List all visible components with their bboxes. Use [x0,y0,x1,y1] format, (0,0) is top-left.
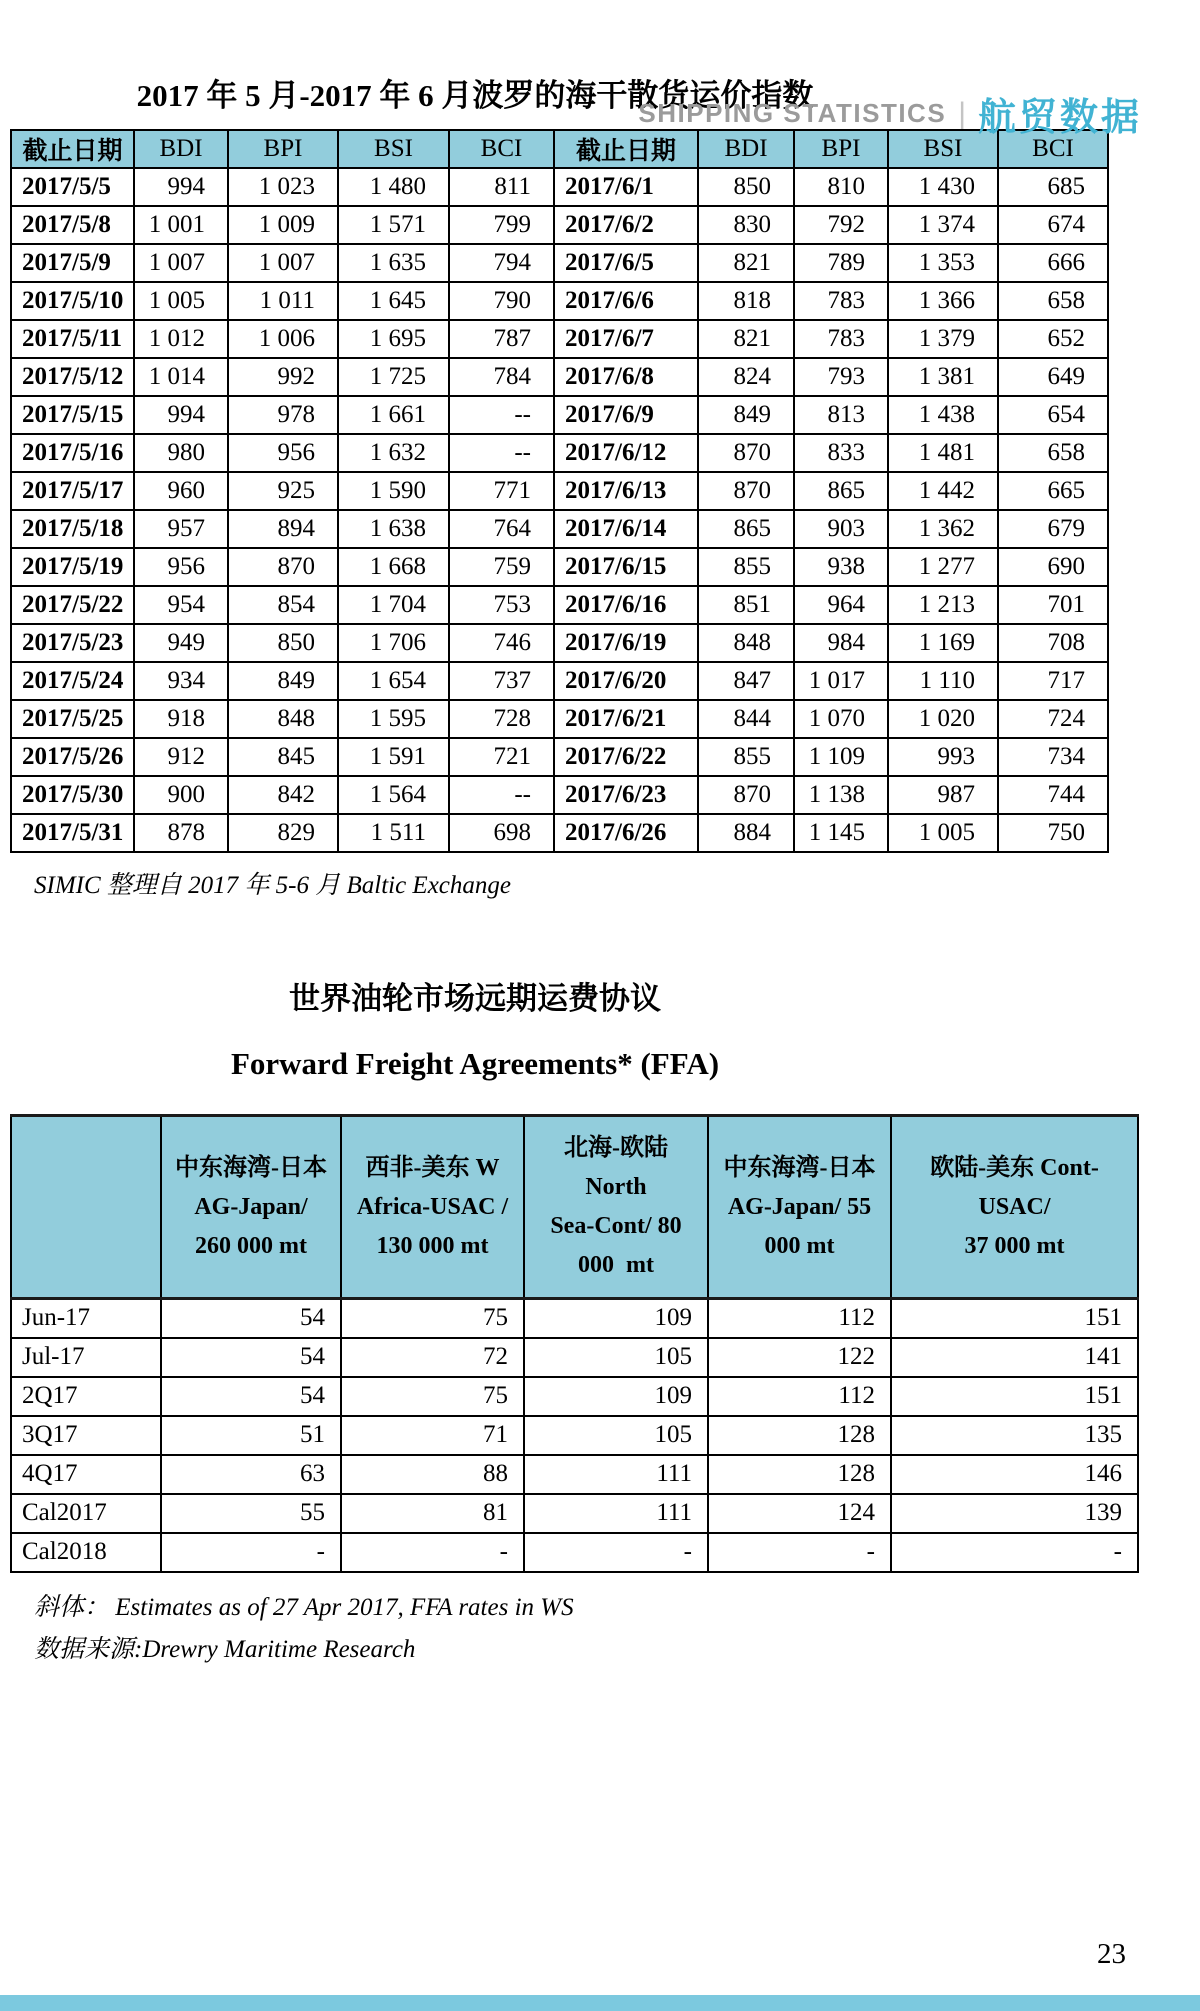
index-value-cell: 690 [998,548,1108,586]
ffa-rate-cell: 135 [891,1416,1138,1455]
date-cell: 2017/5/26 [11,738,134,776]
bdi-column-header: BSI [338,130,449,168]
index-value-cell: 658 [998,282,1108,320]
index-value-cell: 792 [794,206,888,244]
index-value-cell: 1 109 [794,738,888,776]
index-value-cell: 1 379 [888,320,998,358]
index-value-cell: 1 070 [794,700,888,738]
ffa-table-header-row [11,1116,1138,1299]
bdi-table-row [11,586,1108,624]
index-value-cell: 1 017 [794,662,888,700]
index-value-cell: 789 [794,244,888,282]
date-cell: 2017/6/21 [554,700,698,738]
bdi-table-row [11,510,1108,548]
index-value-cell: 980 [134,434,228,472]
index-value-cell: 1 481 [888,434,998,472]
ffa-table-body [11,1299,1138,1572]
index-value-cell: 1 638 [338,510,449,548]
ffa-rate-cell: 111 [524,1494,708,1533]
date-cell: 2017/5/8 [11,206,134,244]
ffa-route-column-header [891,1116,1138,1299]
bdi-table-row [11,206,1108,244]
bdi-column-header: 截止日期 [554,130,698,168]
ffa-route-header-line: 37 000 mt [964,1232,1065,1259]
index-value-cell: 994 [134,168,228,206]
index-value-cell: 1 632 [338,434,449,472]
date-cell: 2017/6/16 [554,586,698,624]
index-value-cell: 894 [228,510,338,548]
ffa-rate-cell: 109 [524,1377,708,1416]
date-cell: 2017/6/1 [554,168,698,206]
index-value-cell: 794 [449,244,554,282]
running-header-separator: | [958,96,966,130]
index-value-cell: 956 [134,548,228,586]
index-value-cell: 1 695 [338,320,449,358]
index-value-cell: 1 438 [888,396,998,434]
index-value-cell: 818 [698,282,794,320]
date-cell: 2017/6/8 [554,358,698,396]
bdi-table-row [11,434,1108,472]
ffa-route-header-line: 中东海湾-日本 [175,1154,327,1181]
period-cell: Cal2017 [11,1494,161,1533]
index-value-cell: 984 [794,624,888,662]
bdi-column-header: BDI [134,130,228,168]
bdi-table-row [11,168,1108,206]
index-value-cell: 1 353 [888,244,998,282]
index-value-cell: 734 [998,738,1108,776]
index-value-cell: 1 595 [338,700,449,738]
date-cell: 2017/5/16 [11,434,134,472]
ffa-route-column-header [161,1116,341,1299]
period-cell: Jul-17 [11,1338,161,1377]
ffa-rate-cell: 151 [891,1299,1138,1338]
index-value-cell: 799 [449,206,554,244]
period-cell: 2Q17 [11,1377,161,1416]
index-value-cell: 918 [134,700,228,738]
index-value-cell: 1 661 [338,396,449,434]
date-cell: 2017/5/17 [11,472,134,510]
index-value-cell: 850 [698,168,794,206]
date-cell: 2017/6/22 [554,738,698,776]
date-cell: 2017/5/18 [11,510,134,548]
index-value-cell: 848 [228,700,338,738]
index-value-cell: 1 009 [228,206,338,244]
index-value-cell: 1 635 [338,244,449,282]
index-value-cell: 750 [998,814,1108,852]
ffa-route-header-line: AG-Japan/ [194,1193,308,1220]
ffa-route-header-line: AG-Japan/ 55 [727,1193,872,1220]
index-value-cell: 956 [228,434,338,472]
index-value-cell: 783 [794,282,888,320]
date-cell: 2017/5/19 [11,548,134,586]
index-value-cell: 855 [698,548,794,586]
date-cell: 2017/6/23 [554,776,698,814]
index-value-cell: 1 138 [794,776,888,814]
index-value-cell: 813 [794,396,888,434]
ffa-rate-cell: 139 [891,1494,1138,1533]
bdi-table-row [11,700,1108,738]
date-cell: 2017/6/26 [554,814,698,852]
ffa-route-header-line: 260 000 mt [195,1232,307,1259]
ffa-route-column-header [341,1116,524,1299]
bdi-table-body [11,168,1108,852]
index-value-cell: 1 591 [338,738,449,776]
date-cell: 2017/6/9 [554,396,698,434]
ffa-route-header-line: Africa-USAC / [356,1193,509,1220]
date-cell: 2017/6/2 [554,206,698,244]
ffa-rate-cell: 51 [161,1416,341,1455]
ffa-rate-cell: 81 [341,1494,524,1533]
index-value-cell: 1 001 [134,206,228,244]
index-value-cell: 759 [449,548,554,586]
ffa-rate-cell: 128 [708,1455,891,1494]
index-value-cell: 649 [998,358,1108,396]
ffa-rate-cell: 124 [708,1494,891,1533]
ffa-rate-cell: 151 [891,1377,1138,1416]
index-value-cell: 1 011 [228,282,338,320]
bdi-column-header: 截止日期 [11,130,134,168]
ffa-rate-cell: 72 [341,1338,524,1377]
ffa-route-column-header [708,1116,891,1299]
index-value-cell: 934 [134,662,228,700]
date-cell: 2017/5/11 [11,320,134,358]
ffa-table-row [11,1377,1138,1416]
index-value-cell: 790 [449,282,554,320]
bdi-source-note: SIMIC 整理自 2017 年 5-6 月 Baltic Exchange [34,872,511,899]
index-value-cell: 1 169 [888,624,998,662]
running-header-brand-chinese: 航贸数据 [977,97,1142,139]
ffa-rate-cell: 105 [524,1338,708,1377]
index-value-cell: 746 [449,624,554,662]
index-value-cell: 1 362 [888,510,998,548]
index-value-cell: 679 [998,510,1108,548]
index-value-cell: 849 [698,396,794,434]
document-page [0,70,1200,2011]
ffa-rate-cell: 71 [341,1416,524,1455]
index-value-cell: 685 [998,168,1108,206]
date-cell: 2017/6/6 [554,282,698,320]
page-number: 23 [1097,1938,1126,1970]
index-value-cell: 954 [134,586,228,624]
index-value-cell: 1 511 [338,814,449,852]
index-value-cell: 724 [998,700,1108,738]
running-header [638,86,1142,141]
index-value-cell: 717 [998,662,1108,700]
date-cell: 2017/5/22 [11,586,134,624]
index-value-cell: 666 [998,244,1108,282]
index-value-cell: 993 [888,738,998,776]
index-value-cell: 665 [998,472,1108,510]
index-value-cell: 1 564 [338,776,449,814]
index-value-cell: 811 [449,168,554,206]
index-value-cell: 847 [698,662,794,700]
ffa-route-header-line: 北海-欧陆 [564,1135,668,1161]
ffa-rate-cell: 54 [161,1338,341,1377]
ffa-table-row [11,1299,1138,1338]
index-value-cell: 1 366 [888,282,998,320]
bdi-table-row [11,624,1108,662]
bdi-column-header: BPI [228,130,338,168]
index-value-cell: 1 023 [228,168,338,206]
index-value-cell: 938 [794,548,888,586]
footer-color-bar [0,1995,1200,2011]
period-cell: Cal2018 [11,1533,161,1572]
ffa-route-header-line: Sea-Cont/ 80 [550,1213,682,1239]
index-value-cell: 987 [888,776,998,814]
ffa-route-header-line: North [585,1174,647,1200]
index-value-cell: 960 [134,472,228,510]
ffa-rate-cell: 75 [341,1377,524,1416]
bdi-table-row [11,814,1108,852]
index-value-cell: -- [449,396,554,434]
ffa-rate-cell: 128 [708,1416,891,1455]
ffa-table-row [11,1416,1138,1455]
date-cell: 2017/5/12 [11,358,134,396]
index-value-cell: 830 [698,206,794,244]
ffa-section [0,973,950,1082]
ffa-footnote-source: 数据来源:Drewry Maritime Research [34,1635,416,1663]
date-cell: 2017/6/7 [554,320,698,358]
ffa-table-row [11,1455,1138,1494]
index-value-cell: 878 [134,814,228,852]
bdi-column-header: BCI [449,130,554,168]
index-value-cell: 1 374 [888,206,998,244]
index-value-cell: 783 [794,320,888,358]
index-value-cell: 708 [998,624,1108,662]
ffa-route-header-line: 000 mt [578,1252,654,1278]
index-value-cell: 1 725 [338,358,449,396]
date-cell: 2017/5/15 [11,396,134,434]
ffa-route-header-line: 000 mt [764,1232,835,1259]
index-value-cell: 957 [134,510,228,548]
index-value-cell: 658 [998,434,1108,472]
index-value-cell: 1 014 [134,358,228,396]
index-value-cell: 1 020 [888,700,998,738]
ffa-footnotes [34,1587,1200,1671]
index-value-cell: 824 [698,358,794,396]
index-value-cell: 994 [134,396,228,434]
index-value-cell: 701 [998,586,1108,624]
running-header-english-label: SHIPPING STATISTICS [638,98,947,128]
index-value-cell: 842 [228,776,338,814]
index-value-cell: 787 [449,320,554,358]
index-value-cell: 753 [449,586,554,624]
index-value-cell: 744 [998,776,1108,814]
ffa-rate-cell: 105 [524,1416,708,1455]
index-value-cell: 1 213 [888,586,998,624]
ffa-title-english: Forward Freight Agreements* (FFA) [230,1046,720,1081]
ffa-rate-cell: 141 [891,1338,1138,1377]
bdi-table-row [11,282,1108,320]
index-value-cell: -- [449,434,554,472]
index-value-cell: 1 654 [338,662,449,700]
index-value-cell: 865 [698,510,794,548]
index-value-cell: 771 [449,472,554,510]
ffa-route-header-line: 130 000 mt [376,1232,489,1259]
date-cell: 2017/5/24 [11,662,134,700]
index-value-cell: 849 [228,662,338,700]
ffa-table-row [11,1338,1138,1377]
index-value-cell: 903 [794,510,888,548]
ffa-rate-cell: 88 [341,1455,524,1494]
bdi-table-row [11,244,1108,282]
index-value-cell: 854 [228,586,338,624]
ffa-rate-cell: - [161,1533,341,1572]
index-value-cell: 925 [228,472,338,510]
index-value-cell: 1 645 [338,282,449,320]
index-value-cell: 654 [998,396,1108,434]
bdi-table-title: 2017 年 5 月-2017 年 6 月波罗的海干散货运价指数 [136,78,814,113]
index-value-cell: 764 [449,510,554,548]
index-value-cell: 1 704 [338,586,449,624]
bdi-table-row [11,662,1108,700]
index-value-cell: 851 [698,586,794,624]
date-cell: 2017/5/5 [11,168,134,206]
ffa-rate-cell: - [341,1533,524,1572]
ffa-route-column-header [11,1116,161,1299]
bdi-table-row [11,358,1108,396]
ffa-rate-cell: - [524,1533,708,1572]
date-cell: 2017/5/25 [11,700,134,738]
index-value-cell: 737 [449,662,554,700]
index-value-cell: 870 [698,472,794,510]
ffa-route-header-line: 西非-美东 W [365,1154,500,1181]
index-value-cell: 784 [449,358,554,396]
ffa-rate-cell: 55 [161,1494,341,1533]
ffa-route-column-header [524,1116,708,1299]
ffa-rate-cell: 109 [524,1299,708,1338]
date-cell: 2017/5/10 [11,282,134,320]
index-value-cell: 728 [449,700,554,738]
index-value-cell: 810 [794,168,888,206]
bdi-table-row [11,738,1108,776]
bdi-table-row [11,548,1108,586]
index-value-cell: 652 [998,320,1108,358]
index-value-cell: 1 005 [888,814,998,852]
date-cell: 2017/6/20 [554,662,698,700]
ffa-rate-cell: 54 [161,1299,341,1338]
index-value-cell: 1 706 [338,624,449,662]
index-value-cell: 1 668 [338,548,449,586]
index-value-cell: 1 012 [134,320,228,358]
index-value-cell: 992 [228,358,338,396]
date-cell: 2017/5/9 [11,244,134,282]
index-value-cell: 674 [998,206,1108,244]
ffa-title-chinese: 世界油轮市场远期运费协议 [289,981,661,1016]
index-value-cell: 821 [698,244,794,282]
index-value-cell: 855 [698,738,794,776]
index-value-cell: 870 [698,434,794,472]
index-value-cell: 949 [134,624,228,662]
ffa-rate-cell: 111 [524,1455,708,1494]
date-cell: 2017/5/30 [11,776,134,814]
date-cell: 2017/6/14 [554,510,698,548]
bdi-index-table [10,129,1109,853]
bdi-table-row [11,320,1108,358]
ffa-route-header-line: 欧陆-美东 Cont- [930,1154,1099,1181]
ffa-rate-cell: - [891,1533,1138,1572]
index-value-cell: 845 [228,738,338,776]
period-cell: Jun-17 [11,1299,161,1338]
index-value-cell: 964 [794,586,888,624]
ffa-footnote-estimates: 斜体： Estimates as of 27 Apr 2017, FFA rates in WS [34,1593,574,1621]
ffa-rate-cell: - [708,1533,891,1572]
index-value-cell: 1 480 [338,168,449,206]
bdi-column-header: BCI [998,130,1108,168]
index-value-cell: 1 442 [888,472,998,510]
index-value-cell: 870 [228,548,338,586]
index-value-cell: -- [449,776,554,814]
index-value-cell: 848 [698,624,794,662]
index-value-cell: 1 277 [888,548,998,586]
bdi-table-row [11,396,1108,434]
index-value-cell: 844 [698,700,794,738]
index-value-cell: 1 571 [338,206,449,244]
index-value-cell: 1 145 [794,814,888,852]
ffa-rate-cell: 54 [161,1377,341,1416]
ffa-rate-cell: 63 [161,1455,341,1494]
date-cell: 2017/5/23 [11,624,134,662]
date-cell: 2017/6/15 [554,548,698,586]
index-value-cell: 1 430 [888,168,998,206]
index-value-cell: 793 [794,358,888,396]
ffa-route-header-line: 中东海湾-日本 [723,1154,876,1181]
index-value-cell: 1 007 [134,244,228,282]
index-value-cell: 865 [794,472,888,510]
index-value-cell: 978 [228,396,338,434]
ffa-rate-cell: 122 [708,1338,891,1377]
ffa-table-row [11,1494,1138,1533]
index-value-cell: 698 [449,814,554,852]
ffa-rate-cell: 112 [708,1299,891,1338]
index-value-cell: 1 005 [134,282,228,320]
index-value-cell: 833 [794,434,888,472]
ffa-table [10,1114,1139,1573]
bdi-table-row [11,776,1108,814]
bdi-column-header: BSI [888,130,998,168]
index-value-cell: 829 [228,814,338,852]
ffa-rate-cell: 146 [891,1455,1138,1494]
period-cell: 3Q17 [11,1416,161,1455]
index-value-cell: 821 [698,320,794,358]
index-value-cell: 1 590 [338,472,449,510]
index-value-cell: 884 [698,814,794,852]
period-cell: 4Q17 [11,1455,161,1494]
index-value-cell: 850 [228,624,338,662]
index-value-cell: 870 [698,776,794,814]
date-cell: 2017/6/5 [554,244,698,282]
date-cell: 2017/6/12 [554,434,698,472]
date-cell: 2017/6/19 [554,624,698,662]
ffa-rate-cell: 75 [341,1299,524,1338]
bdi-column-header: BPI [794,130,888,168]
date-cell: 2017/5/31 [11,814,134,852]
index-value-cell: 1 381 [888,358,998,396]
ffa-rate-cell: 112 [708,1377,891,1416]
bdi-column-header: BDI [698,130,794,168]
bdi-table-row [11,472,1108,510]
ffa-route-header-line: USAC/ [978,1193,1051,1220]
ffa-table-row [11,1533,1138,1572]
index-value-cell: 721 [449,738,554,776]
index-value-cell: 1 110 [888,662,998,700]
index-value-cell: 1 007 [228,244,338,282]
index-value-cell: 1 006 [228,320,338,358]
index-value-cell: 900 [134,776,228,814]
date-cell: 2017/6/13 [554,472,698,510]
index-value-cell: 912 [134,738,228,776]
